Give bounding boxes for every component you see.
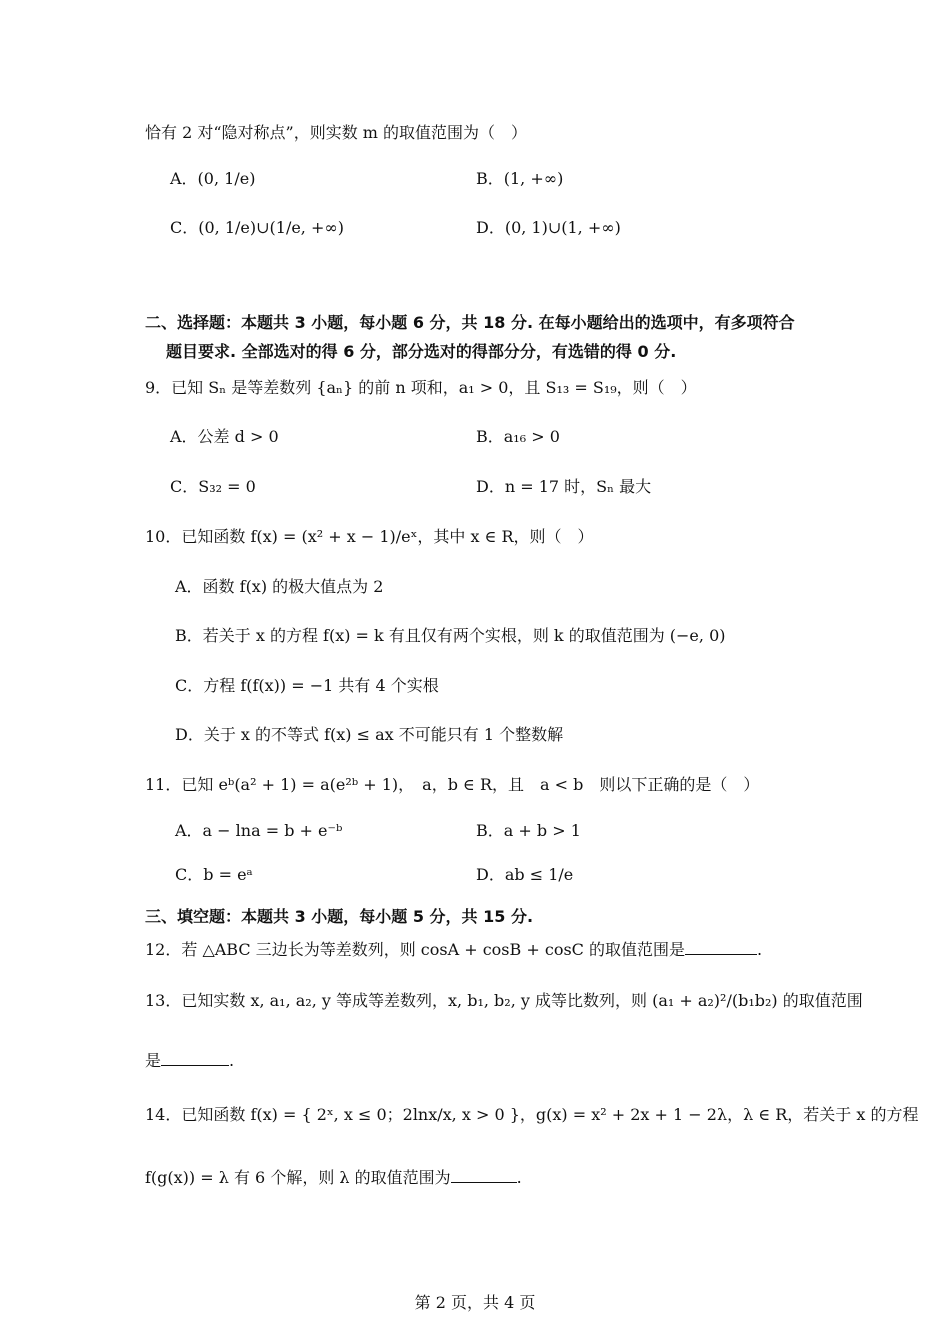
q10-option-d: D．关于 x 的不等式 f(x) ≤ ax 不可能只有 1 个整数解	[175, 725, 564, 744]
q9-option-c: C．S₃₂ = 0	[170, 477, 256, 496]
q9-option-b: B．a₁₆ > 0	[476, 427, 560, 446]
q11-option-c: C．b = eᵃ	[175, 865, 253, 884]
q11-stem: 11．已知 eᵇ(a² + 1) = a(e²ᵇ + 1)， a，b ∈ R，且 a < b 则以下正确的是（ ）	[145, 775, 760, 794]
q11-option-d: D．ab ≤ 1/e	[476, 865, 574, 884]
q14-answer-blank[interactable]	[451, 1166, 517, 1183]
q13-text: 是	[145, 1051, 162, 1070]
q9-option-d: D．n = 17 时，Sₙ 最大	[476, 477, 652, 496]
q13-answer-blank[interactable]	[161, 1049, 229, 1066]
q13-stem-line-2	[145, 1049, 234, 1072]
q8-option-c: C．(0, 1/e)∪(1/e, +∞)	[170, 218, 344, 237]
q13-end: .	[229, 1051, 235, 1070]
q14-stem-line-1: 14．已知函数 f(x) = { 2ˣ, x ≤ 0；2lnx/x, x > 0 }，g(x) = x² + 2x + 1 − 2λ，λ ∈ R，若关于 x 的方程	[145, 1105, 919, 1124]
q13-stem-line-1: 13．已知实数 x, a₁, a₂, y 等成等差数列，x, b₁, b₂, y 成等比数列，则 (a₁ + a₂)²/(b₁b₂) 的取值范围	[145, 991, 863, 1010]
section-2-heading-line-2: 题目要求. 全部选对的得 6 分，部分选对的得部分分，有选错的得 0 分.	[166, 342, 677, 361]
q10-stem: 10．已知函数 f(x) = (x² + x − 1)/eˣ，其中 x ∈ R，则（ ）	[145, 527, 594, 546]
q12-answer-blank[interactable]	[685, 938, 757, 955]
q8-option-a: A．(0, 1/e)	[170, 169, 256, 188]
q8-option-d: D．(0, 1)∪(1, +∞)	[476, 218, 621, 237]
q8-stem-tail: 恰有 2 对“隐对称点”，则实数 m 的取值范围为（ ）	[145, 123, 528, 142]
q8-option-b: B．(1, +∞)	[476, 169, 564, 188]
page-footer: 第 2 页，共 4 页	[414, 1293, 536, 1312]
q10-option-c: C．方程 f(f(x)) = −1 共有 4 个实根	[175, 676, 439, 695]
q10-option-a: A．函数 f(x) 的极大值点为 2	[175, 577, 384, 596]
section-2-heading-line-1: 二、选择题：本题共 3 小题，每小题 6 分，共 18 分. 在每小题给出的选项中，有多项符合	[145, 313, 795, 332]
q11-option-a: A．a − lna = b + e⁻ᵇ	[175, 821, 343, 840]
section-3-heading: 三、填空题：本题共 3 小题，每小题 5 分，共 15 分.	[145, 907, 534, 926]
q9-option-a: A．公差 d > 0	[170, 427, 279, 446]
q11-option-b: B．a + b > 1	[476, 821, 581, 840]
q14-stem-line-2	[145, 1166, 522, 1189]
q12-end: .	[757, 940, 763, 959]
q14-end: .	[516, 1168, 522, 1187]
q12-text: 12．若 △ABC 三边长为等差数列，则 cosA + cosB + cosC 的取值范围是	[145, 940, 685, 959]
q10-option-b: B．若关于 x 的方程 f(x) = k 有且仅有两个实根，则 k 的取值范围为 (−e, 0)	[175, 626, 726, 645]
q12-stem	[145, 938, 762, 961]
q14-text: f(g(x)) = λ 有 6 个解，则 λ 的取值范围为	[145, 1168, 451, 1187]
q9-stem: 9．已知 Sₙ 是等差数列 {aₙ} 的前 n 项和，a₁ > 0，且 S₁₃ = S₁₉，则（ ）	[145, 378, 697, 397]
